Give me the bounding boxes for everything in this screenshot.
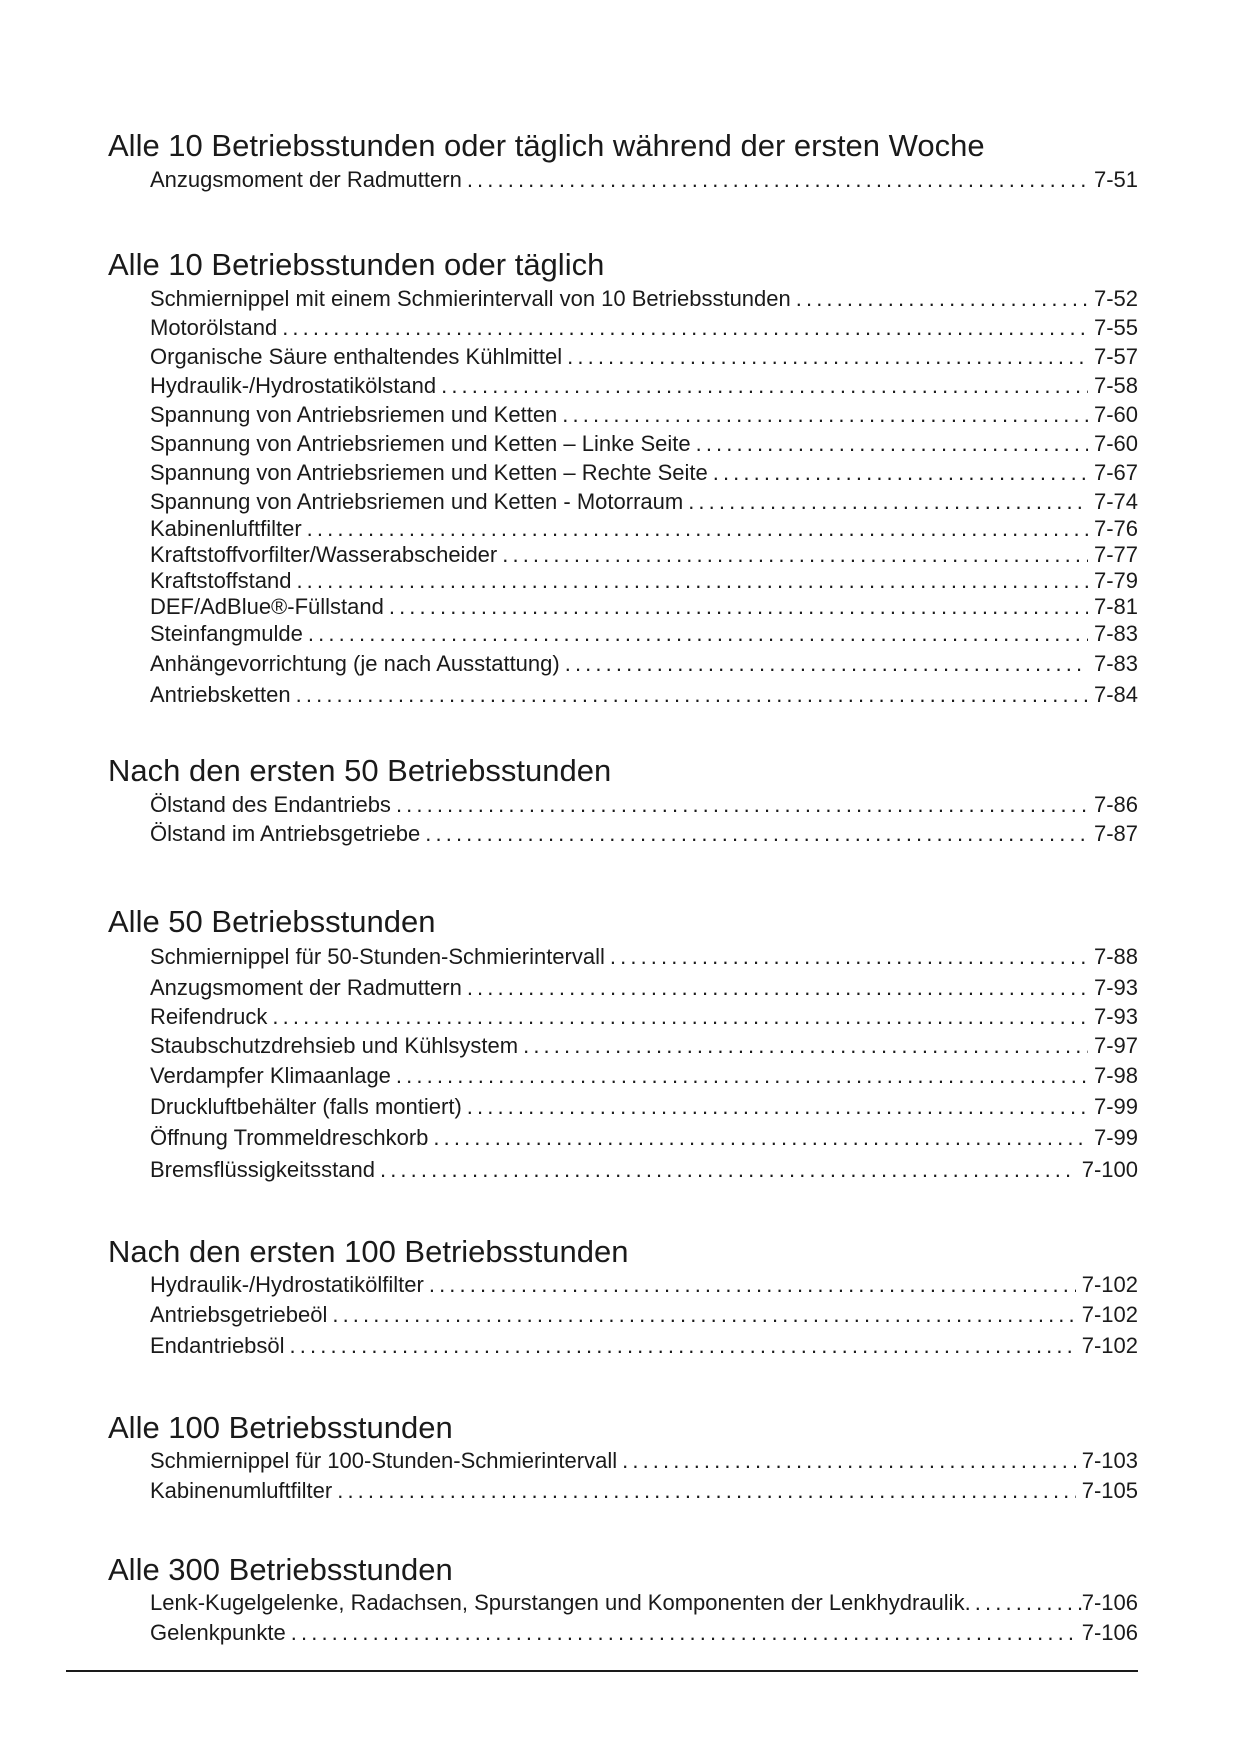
entry-label: Spannung von Antriebsriemen und Ketten – Linke Seite — [150, 431, 691, 456]
toc-section — [108, 1409, 1138, 1506]
section-entries — [108, 1271, 1138, 1361]
entry-page: 7-67 — [1093, 460, 1138, 485]
section-entries — [108, 1447, 1138, 1506]
toc-entry[interactable] — [150, 648, 1138, 679]
dot-leader — [796, 284, 1088, 313]
section-title: Alle 300 Betriebsstunden — [108, 1552, 453, 1587]
dot-leader — [337, 1475, 1076, 1506]
section-entries — [108, 165, 1138, 194]
section-title: Alle 10 Betriebsstunden oder täglich — [108, 247, 605, 282]
dot-leader — [713, 458, 1088, 487]
toc-entry[interactable] — [150, 1271, 1138, 1299]
dot-leader — [567, 342, 1088, 371]
dot-leader — [429, 1271, 1076, 1299]
entry-label: Motorölstand — [150, 315, 278, 340]
entry-label: Antriebsketten — [150, 682, 291, 707]
entry-page: 7-76 — [1093, 516, 1138, 541]
dot-leader — [688, 487, 1088, 516]
entry-label: Schmiernippel für 50-Stunden-Schmierintervall — [150, 944, 605, 969]
toc-entry[interactable] — [150, 542, 1138, 568]
dot-leader — [291, 1617, 1076, 1648]
dot-leader — [467, 165, 1088, 194]
dot-leader — [332, 1299, 1075, 1330]
section-entries — [108, 1589, 1138, 1648]
toc-entry[interactable] — [150, 1447, 1138, 1475]
entry-label: Spannung von Antriebsriemen und Ketten — [150, 402, 558, 427]
entry-label: Spannung von Antriebsriemen und Ketten – Rechte Seite — [150, 460, 708, 485]
toc-entry[interactable] — [150, 487, 1138, 516]
entry-label: Organische Säure enthaltendes Kühlmittel — [150, 344, 563, 369]
entry-label: Kabinenumluftfilter — [150, 1478, 333, 1503]
toc-entry[interactable] — [150, 1589, 1138, 1617]
dot-leader — [433, 1122, 1088, 1154]
section-entries — [108, 790, 1138, 848]
footer-rule — [66, 1670, 1138, 1672]
toc-entry[interactable] — [150, 790, 1138, 819]
entry-label: Reifendruck — [150, 1004, 268, 1029]
entry-label: Endantriebsöl — [150, 1333, 285, 1358]
toc-entry[interactable] — [150, 1003, 1138, 1031]
entry-label: Öffnung Trommeldreschkorb — [150, 1125, 429, 1150]
entry-label: Kraftstoffvorfilter/Wasserabscheider — [150, 542, 498, 567]
toc-entry[interactable] — [150, 972, 1138, 1003]
entry-page: 7-83 — [1093, 651, 1138, 676]
entry-page: 7-97 — [1093, 1033, 1138, 1058]
dot-leader — [965, 1589, 1082, 1617]
section-title: Nach den ersten 100 Betriebsstunden — [108, 1234, 629, 1269]
toc-section — [108, 127, 1138, 194]
dot-leader — [441, 371, 1088, 400]
entry-page: 7-106 — [1081, 1590, 1138, 1615]
entry-page: 7-60 — [1093, 431, 1138, 456]
toc-entry[interactable] — [150, 1330, 1138, 1361]
toc-entry[interactable] — [150, 1060, 1138, 1091]
entry-label: Ölstand im Antriebsgetriebe — [150, 821, 421, 846]
entry-label: Antriebsgetriebeöl — [150, 1302, 328, 1327]
entry-label: Anzugsmoment der Radmuttern — [150, 167, 462, 192]
dot-leader — [565, 648, 1088, 679]
entry-page: 7-102 — [1081, 1302, 1138, 1327]
entry-page: 7-105 — [1081, 1478, 1138, 1503]
entry-label: Schmiernippel für 100-Stunden-Schmierintervall — [150, 1448, 618, 1473]
entry-label: Ölstand des Endantriebs — [150, 792, 391, 817]
toc-entry[interactable] — [150, 1475, 1138, 1506]
toc-entry[interactable] — [150, 1617, 1138, 1648]
toc-section — [108, 1551, 1138, 1648]
entry-label: Steinfangmulde — [150, 621, 303, 646]
toc-entry[interactable] — [150, 165, 1138, 194]
entry-label: Staubschutzdrehsieb und Kühlsystem — [150, 1033, 519, 1058]
toc-entry[interactable] — [150, 620, 1138, 648]
toc-entry[interactable] — [150, 458, 1138, 487]
entry-label: Schmiernippel mit einem Schmierintervall von 10 Betriebsstunden — [150, 286, 791, 311]
entry-label: Bremsflüssigkeitsstand — [150, 1157, 375, 1182]
toc-entry[interactable] — [150, 1091, 1138, 1122]
entry-page: 7-102 — [1081, 1333, 1138, 1358]
section-title: Nach den ersten 50 Betriebsstunden — [108, 753, 612, 788]
entry-label: Gelenkpunkte — [150, 1620, 286, 1645]
entry-page: 7-88 — [1093, 944, 1138, 969]
dot-leader — [380, 1154, 1076, 1185]
entry-page: 7-99 — [1093, 1125, 1138, 1150]
entry-label: Druckluftbehälter (falls montiert) — [150, 1094, 462, 1119]
dot-leader — [610, 941, 1088, 972]
dot-leader — [272, 1003, 1088, 1031]
entry-page: 7-99 — [1093, 1094, 1138, 1119]
dot-leader — [425, 819, 1088, 848]
entry-page: 7-55 — [1093, 315, 1138, 340]
dot-leader — [523, 1031, 1088, 1060]
entry-label: Lenk-Kugelgelenke, Radachsen, Spurstangen und Komponenten der Lenkhydraulik — [150, 1590, 965, 1615]
dot-leader — [296, 568, 1088, 594]
entry-page: 7-86 — [1093, 792, 1138, 817]
toc-entry[interactable] — [150, 342, 1138, 371]
entry-label: Hydraulik-/Hydrostatikölstand — [150, 373, 437, 398]
toc-section — [108, 752, 1138, 848]
entry-label: Kabinenluftfilter — [150, 516, 302, 541]
entry-page: 7-93 — [1093, 975, 1138, 1000]
toc-entry[interactable] — [150, 429, 1138, 458]
dot-leader — [389, 594, 1088, 620]
dot-leader — [396, 790, 1088, 819]
toc-entry[interactable] — [150, 568, 1138, 594]
entry-page: 7-52 — [1093, 286, 1138, 311]
toc-entry[interactable] — [150, 284, 1138, 313]
entry-page: 7-93 — [1093, 1004, 1138, 1029]
toc-entry[interactable] — [150, 371, 1138, 400]
entry-label: DEF/AdBlue®-Füllstand — [150, 594, 384, 619]
entry-page: 7-58 — [1093, 373, 1138, 398]
dot-leader — [622, 1447, 1076, 1475]
section-entries — [108, 941, 1138, 1185]
toc-entry[interactable] — [150, 1154, 1138, 1185]
entry-page: 7-83 — [1093, 621, 1138, 646]
entry-page: 7-81 — [1093, 594, 1138, 619]
toc-section — [108, 246, 1138, 710]
toc-entry[interactable] — [150, 594, 1138, 620]
entry-page: 7-57 — [1093, 344, 1138, 369]
entry-page: 7-87 — [1093, 821, 1138, 846]
entry-page: 7-102 — [1081, 1272, 1138, 1297]
dot-leader — [308, 620, 1088, 648]
dot-leader — [396, 1060, 1088, 1091]
entry-label: Kraftstoffstand — [150, 568, 292, 593]
toc-entry[interactable] — [150, 679, 1138, 710]
entry-label: Verdampfer Klimaanlage — [150, 1063, 391, 1088]
toc-entry[interactable] — [150, 516, 1138, 542]
entry-page: 7-60 — [1093, 402, 1138, 427]
dot-leader — [296, 679, 1088, 710]
table-of-contents — [108, 127, 1138, 1648]
toc-entry[interactable] — [150, 1031, 1138, 1060]
entry-page: 7-74 — [1093, 489, 1138, 514]
dot-leader — [696, 429, 1088, 458]
entry-page: 7-106 — [1081, 1620, 1138, 1645]
dot-leader — [290, 1330, 1076, 1361]
toc-entry[interactable] — [150, 1122, 1138, 1154]
toc-entry[interactable] — [150, 1299, 1138, 1330]
entry-page: 7-84 — [1093, 682, 1138, 707]
entry-page: 7-98 — [1093, 1063, 1138, 1088]
dot-leader — [562, 400, 1088, 429]
entry-label: Spannung von Antriebsriemen und Ketten - Motorraum — [150, 489, 684, 514]
section-entries — [108, 284, 1138, 710]
entry-page: 7-79 — [1093, 568, 1138, 593]
entry-page: 7-100 — [1081, 1157, 1138, 1182]
dot-leader — [282, 313, 1088, 342]
section-title: Alle 10 Betriebsstunden oder täglich während der ersten Woche — [108, 128, 985, 163]
entry-label: Anhängevorrichtung (je nach Ausstattung) — [150, 651, 560, 676]
entry-label: Hydraulik-/Hydrostatikölfilter — [150, 1272, 424, 1297]
entry-page: 7-51 — [1093, 167, 1138, 192]
dot-leader — [502, 542, 1088, 568]
entry-page: 7-103 — [1081, 1448, 1138, 1473]
toc-section — [108, 903, 1138, 1185]
toc-entry[interactable] — [150, 400, 1138, 429]
toc-entry[interactable] — [150, 819, 1138, 848]
section-title: Alle 50 Betriebsstunden — [108, 904, 436, 939]
section-title: Alle 100 Betriebsstunden — [108, 1410, 453, 1445]
entry-label: Anzugsmoment der Radmuttern — [150, 975, 462, 1000]
toc-section — [108, 1233, 1138, 1361]
dot-leader — [467, 1091, 1088, 1122]
dot-leader — [467, 972, 1088, 1003]
entry-page: 7-77 — [1093, 542, 1138, 567]
toc-entry[interactable] — [150, 941, 1138, 972]
toc-entry[interactable] — [150, 313, 1138, 342]
dot-leader — [307, 516, 1088, 542]
